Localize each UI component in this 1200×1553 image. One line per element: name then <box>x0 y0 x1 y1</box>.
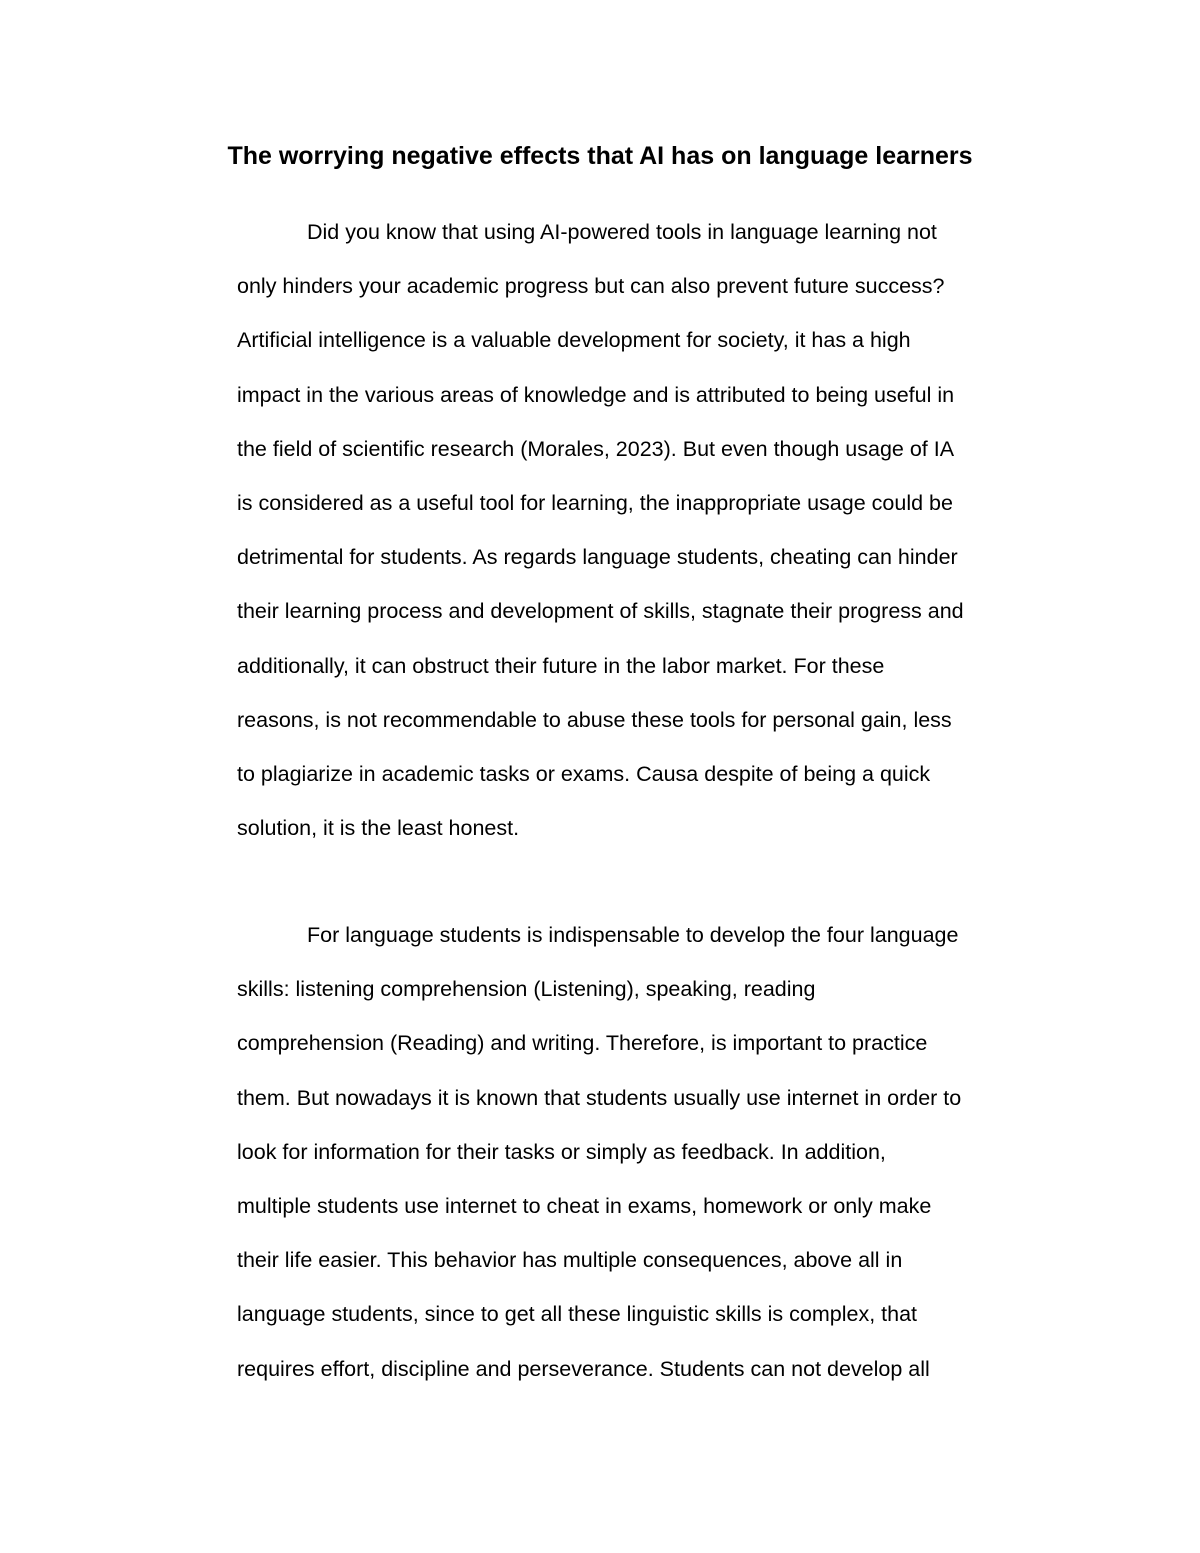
text-line: skills: listening comprehension (Listening), speaking, reading <box>237 977 816 1002</box>
text-line: multiple students use internet to cheat in exams, homework or only make <box>237 1193 932 1218</box>
text-line: detrimental for students. As regards language students, cheating can hinder <box>237 545 958 570</box>
text-line: their life easier. This behavior has multiple consequences, above all in <box>237 1248 903 1273</box>
paragraph-1 <box>237 205 1067 855</box>
text-line: solution, it is the least honest. <box>237 816 520 841</box>
text-line: Did you know that using AI-powered tools in language learning not <box>307 220 937 244</box>
text-line: language students, since to get all these linguistic skills is complex, that <box>237 1302 918 1327</box>
text-line: comprehension (Reading) and writing. Therefore, is important to practice <box>237 1031 928 1056</box>
text-line: additionally, it can obstruct their future in the labor market. For these <box>237 653 885 678</box>
text-line: the field of scientific research (Morales, 2023). But even though usage of IA <box>237 436 955 461</box>
text-line: Artificial intelligence is a valuable development for society, it has a high <box>237 328 911 353</box>
text-line: to plagiarize in academic tasks or exams. Causa despite of being a quick <box>237 761 931 786</box>
text-line: look for information for their tasks or simply as feedback. In addition, <box>237 1139 886 1164</box>
text-line: reasons, is not recommendable to abuse these tools for personal gain, less <box>237 707 952 732</box>
text-line: is considered as a useful tool for learning, the inappropriate usage could be <box>237 490 953 515</box>
text-line: their learning process and development of skills, stagnate their progress and <box>237 599 964 624</box>
text-line: For language students is indispensable to develop the four language <box>307 923 959 947</box>
text-line: only hinders your academic progress but can also prevent future success? <box>237 274 945 299</box>
text-line: impact in the various areas of knowledge and is attributed to being useful in <box>237 382 955 407</box>
document-title: The worrying negative effects that AI has on language learners <box>227 142 973 170</box>
text-line: them. But nowadays it is known that students usually use internet in order to <box>237 1085 962 1110</box>
paragraph-2 <box>237 908 1067 1396</box>
text-line: requires effort, discipline and perseverance. Students can not develop all <box>237 1356 930 1381</box>
